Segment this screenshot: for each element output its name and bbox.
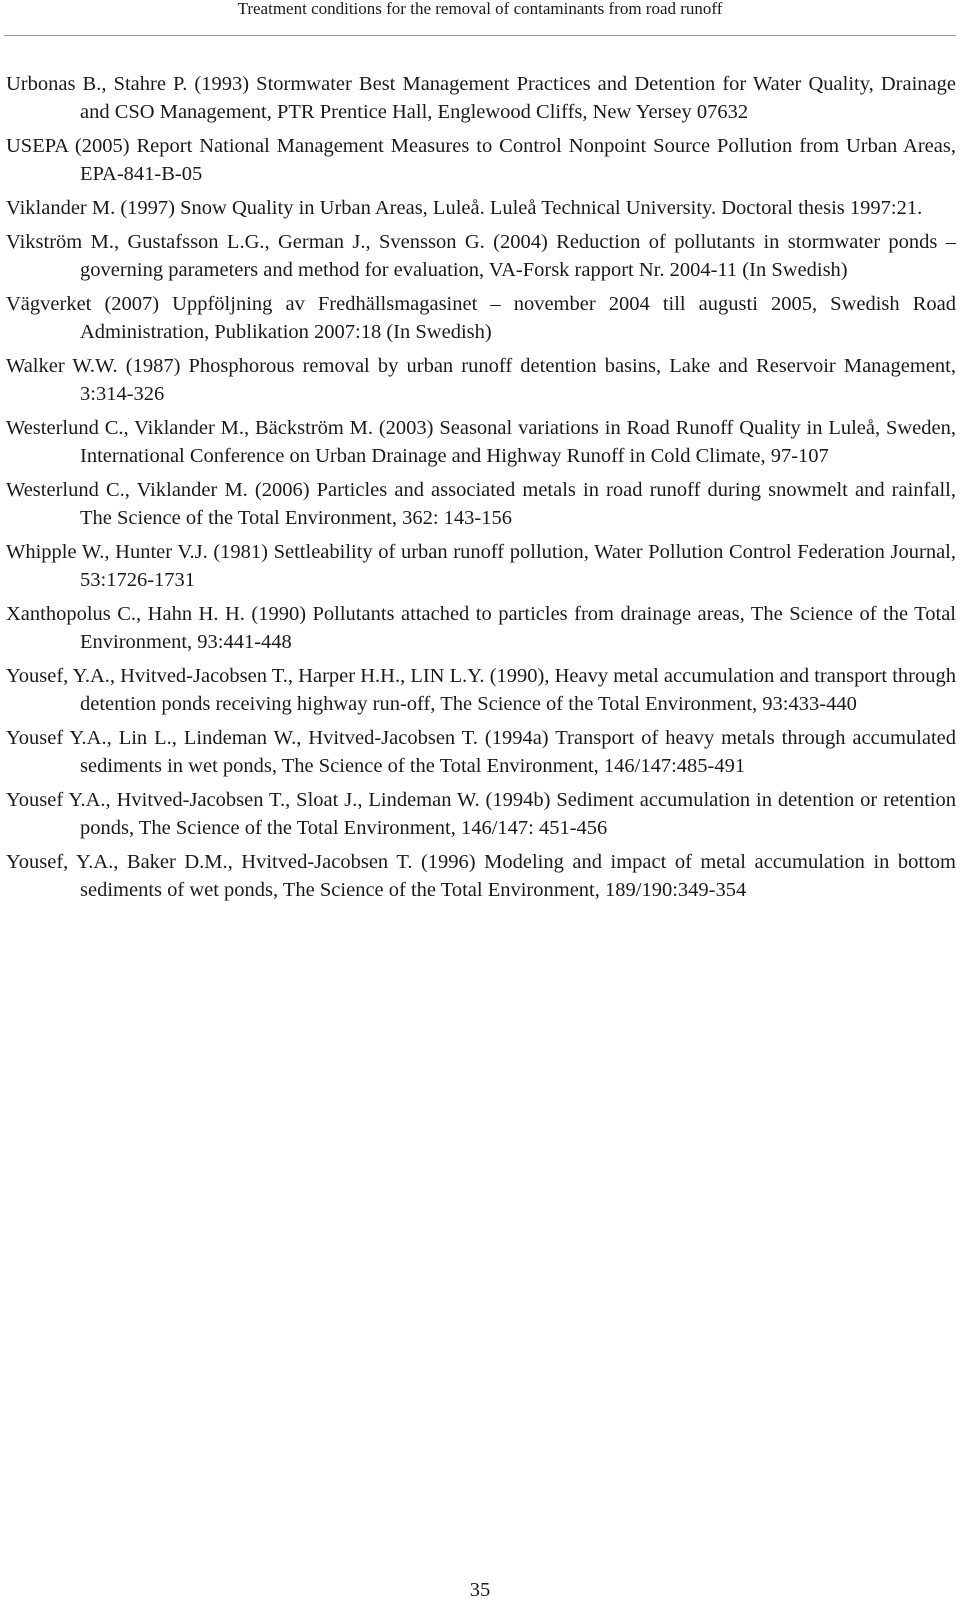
reference-entry-westerlund-2003: Westerlund C., Viklander M., Bäckström M. (2003) Seasonal variations in Road Runoff Quality in Luleå, Sweden, International Conference on Urban Drainage and Highway Runoff in Cold Climate, 97-107 <box>6 417 956 467</box>
page-number: 35 <box>469 1579 491 1601</box>
reference-entry-walker-1987: Walker W.W. (1987) Phosphorous removal by urban runoff detention basins, Lake and Reservoir Management, 3:314-326 <box>6 355 956 405</box>
header-rule <box>4 35 956 36</box>
reference-entry-yousef-1994a: Yousef Y.A., Lin L., Lindeman W., Hvitved-Jacobsen T. (1994a) Transport of heavy metals through accumulated sediments in wet ponds, The Science of the Total Environment, 146/147:485-491 <box>6 727 956 777</box>
reference-entry-whipple-1981: Whipple W., Hunter V.J. (1981) Settleability of urban runoff pollution, Water Pollution Control Federation Journal, 53:1726-1731 <box>6 541 956 591</box>
reference-entry-viklander-1997: Viklander M. (1997) Snow Quality in Urban Areas, Luleå. Luleå Technical University. Doctoral thesis 1997:21. <box>6 197 923 219</box>
reference-entry-vikstrom-2004: Vikström M., Gustafsson L.G., German J., Svensson G. (2004) Reduction of pollutants in stormwater ponds – governing parameters and method for evaluation, VA-Forsk rapport Nr. 2004-11 (In Swedish) <box>6 231 956 281</box>
reference-entry-xanthopolus-1990: Xanthopolus C., Hahn H. H. (1990) Pollutants attached to particles from drainage areas, The Science of the Total Environment, 93:441-448 <box>6 603 956 653</box>
reference-entry-urbonas-1993: Urbonas B., Stahre P. (1993) Stormwater Best Management Practices and Detention for Water Quality, Drainage and CSO Management, PTR Prentice Hall, Englewood Cliffs, New Yersey 07632 <box>6 73 956 123</box>
reference-list <box>6 70 956 910</box>
reference-entry-usepa-2005: USEPA (2005) Report National Management Measures to Control Nonpoint Source Pollution from Urban Areas, EPA-841-B-05 <box>6 135 956 185</box>
reference-entry-yousef-1990: Yousef, Y.A., Hvitved-Jacobsen T., Harper H.H., LIN L.Y. (1990), Heavy metal accumulation and transport through detention ponds receiving highway run-off, The Science of the Total Environment, 93:433-440 <box>6 665 956 715</box>
reference-entry-yousef-1994b: Yousef Y.A., Hvitved-Jacobsen T., Sloat J., Lindeman W. (1994b) Sediment accumulation in detention or retention ponds, The Science of the Total Environment, 146/147: 451-456 <box>6 789 956 839</box>
reference-entry-vagverket-2007: Vägverket (2007) Uppföljning av Fredhällsmagasinet – november 2004 till augusti 2005, Swedish Road Administration, Publikation 2007:18 (In Swedish) <box>6 293 956 343</box>
reference-entry-westerlund-2006: Westerlund C., Viklander M. (2006) Particles and associated metals in road runoff during snowmelt and rainfall, The Science of the Total Environment, 362: 143-156 <box>6 479 956 529</box>
reference-entry-yousef-1996: Yousef, Y.A., Baker D.M., Hvitved-Jacobsen T. (1996) Modeling and impact of metal accumulation in bottom sediments of wet ponds, The Science of the Total Environment, 189/190:349-354 <box>6 851 956 901</box>
running-header: Treatment conditions for the removal of contaminants from road runoff <box>237 0 723 18</box>
